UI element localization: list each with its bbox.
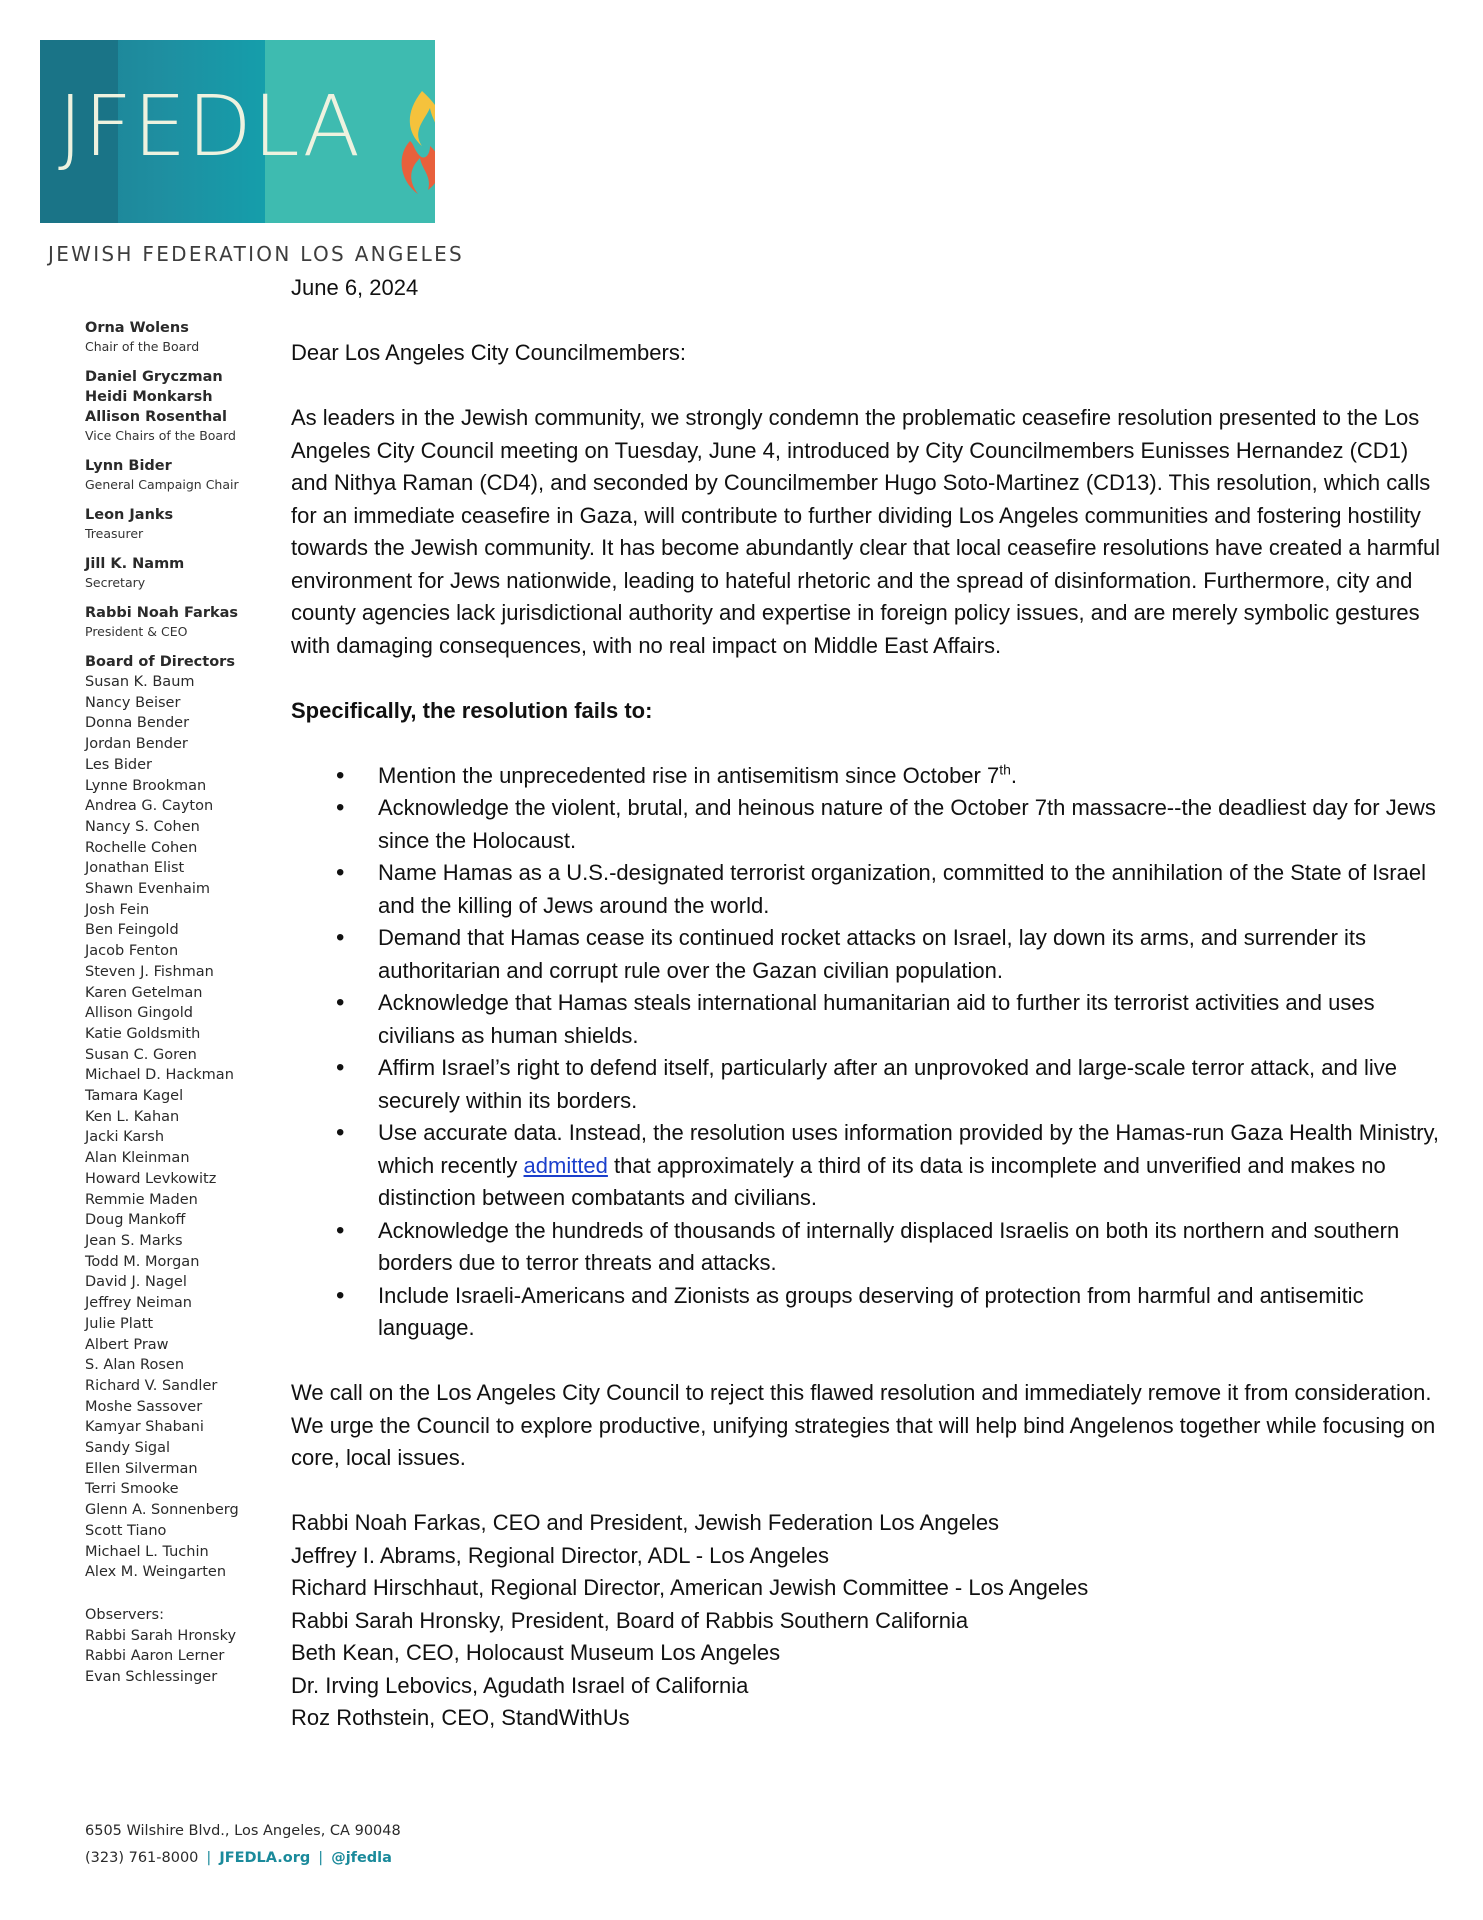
board-member: Remmie Maden [85,1191,198,1208]
board-member: Shawn Evenhaim [85,881,211,898]
officer-role: Treasurer [85,526,144,541]
list-item: • Affirm Israel’s right to defend itself, particularly after an unprovoked and large-scale terror attack, and live securely within its borders. [291,1052,1441,1117]
officer-chair [85,318,285,355]
board-member: Rochelle Cohen [85,839,198,856]
footer [85,1818,401,1872]
letter-intro: As leaders in the Jewish community, we strongly condemn the problematic ceasefire resolution presented to the Los Angeles City Council meeting on Tuesday, June 4, introduced by City Councilmembers Eunisses Hernandez (CD1) and Nithya Raman (CD4), and seconded by Councilmember Hugo Soto-Martinez (CD13). This resolution, which calls for an immediate ceasefire in Gaza, will contribute to further dividing Los Angeles communities and fostering hostility towards the Jewish community. It has become abundantly clear that local ceasefire resolutions have created a harmful environment for Jews nationwide, leading to hateful rhetoric and the spread of disinformation. Furthermore, city and county agencies lack jurisdictional authority and expertise in foreign policy issues, and are merely symbolic gestures with damaging consequences, with no real impact on Middle East Affairs. [291,405,1441,658]
board-member: Katie Goldsmith [85,1025,201,1042]
board-member: David J. Nagel [85,1274,187,1291]
footer-website[interactable]: JFEDLA.org [219,1850,311,1866]
board-member: Glenn A. Sonnenberg [85,1502,239,1519]
officer-vice-chairs [85,367,285,444]
list-item [291,760,1441,793]
board-member: Scott Tiano [85,1522,167,1539]
board-member: Steven J. Fishman [85,963,214,980]
officer-role: President & CEO [85,624,188,639]
footer-handle[interactable]: @jfedla [331,1850,392,1866]
board-member: Nancy S. Cohen [85,818,200,835]
observers-list [85,1626,285,1688]
officer-role: Vice Chairs of the Board [85,428,236,443]
list-item: • Demand that Hamas cease its continued rocket attacks on Israel, lay down its arms, and surrender its authoritarian and corrupt rule over the Gazan civilian population. [291,922,1441,987]
officer-name: Daniel Gryczman [85,369,223,385]
footer-phone: (323) 761-8000 [85,1850,199,1866]
board-title: Board of Directors [85,654,235,670]
footer-separator: | [318,1850,324,1866]
board-member: Terri Smooke [85,1481,179,1498]
footer-address: 6505 Wilshire Blvd., Los Angeles, CA 90048 [85,1823,401,1839]
list-item-text: that approximately a third of its data is incomplete and unverified and makes no distinction between combatants and civilians. [378,1152,1386,1210]
list-item-end: . [1010,762,1018,788]
board-member: Julie Platt [85,1315,154,1332]
officer-campaign-chair [85,456,285,493]
letter-heading: Specifically, the resolution fails to: [291,697,653,723]
board-list [85,672,285,1583]
board-member: Michael L. Tuchin [85,1543,209,1560]
board-member: Les Bider [85,756,152,773]
officer-name: Heidi Monkarsh [85,389,213,405]
letter-body [291,272,1441,1735]
officer-role: Chair of the Board [85,339,200,354]
signatory: Beth Kean, CEO, Holocaust Museum Los Angeles [291,1640,781,1665]
officer-name: Rabbi Noah Farkas [85,605,239,621]
footer-contact [85,1845,401,1872]
flame-icon [392,86,435,206]
board-member: Jacki Karsh [85,1129,165,1146]
officer-name: Jill K. Namm [85,556,185,572]
officer-name: Lynn Bider [85,458,172,474]
list-item: • Acknowledge the hundreds of thousands of internally displaced Israelis on both its northern and southern borders due to terror threats and attacks. [291,1215,1441,1280]
officer-treasurer [85,505,285,542]
board-member: Albert Praw [85,1336,169,1353]
signatory: Dr. Irving Lebovics, Agudath Israel of California [291,1672,749,1698]
board-member: Ellen Silverman [85,1460,198,1477]
board-member: Jonathan Elist [85,860,185,877]
board-member: Doug Mankoff [85,1212,186,1229]
list-item-text: Mention the unprecedented rise in antisemitism since October 7 [378,762,1000,788]
observer: Evan Schlessinger [85,1669,218,1686]
superscript: th [999,761,1011,778]
board-member: Alex M. Weingarten [85,1564,227,1581]
board-member: Alan Kleinman [85,1150,190,1167]
list-item [291,1117,1441,1215]
letter-closing: We call on the Los Angeles City Council to reject this flawed resolution and immediately remove it from consideration. We urge the Council to explore productive, unifying strategies that will help bind Angelenos together while focusing on core, local issues. [291,1380,1436,1470]
list-item: • Include Israeli-Americans and Zionists as groups deserving of protection from harmful and antisemitic language. [291,1280,1441,1345]
board-member: Donna Bender [85,715,190,732]
board-member: Richard V. Sandler [85,1377,218,1394]
board-member: Jordan Bender [85,736,188,753]
organization-name: JEWISH FEDERATION LOS ANGELES [48,242,465,266]
board-member: Susan K. Baum [85,674,195,690]
board-member: Lynne Brookman [85,777,207,794]
board-member: Karen Getelman [85,984,203,1001]
officer-role: General Campaign Chair [85,477,239,492]
board-member: Andrea G. Cayton [85,798,214,815]
signatories [291,1507,1441,1735]
board-member: S. Alan Rosen [85,1357,185,1374]
board-member: Kamyar Shabani [85,1419,204,1436]
board-member: Jeffrey Neiman [85,1295,192,1312]
board-member: Moshe Sassover [85,1398,203,1415]
admitted-link[interactable]: admitted [523,1152,608,1178]
board-member: Jacob Fenton [85,943,179,960]
board-member: Ken L. Kahan [85,1108,180,1125]
officer-name: Allison Rosenthal [85,409,228,425]
officer-name: Orna Wolens [85,320,189,336]
board-member: Tamara Kagel [85,1088,184,1105]
officer-role: Secretary [85,575,146,590]
board-member: Michael D. Hackman [85,1067,234,1084]
leadership-sidebar [85,318,285,1688]
officer-president [85,603,285,640]
signatory: Jeffrey I. Abrams, Regional Director, ADL - Los Angeles [291,1542,830,1568]
board-member: Ben Feingold [85,922,179,939]
board-member: Allison Gingold [85,1005,193,1022]
board-member: Josh Fein [85,901,150,918]
observer: Rabbi Sarah Hronsky [85,1627,237,1644]
footer-separator: | [206,1850,212,1866]
board-member: Nancy Beiser [85,694,181,711]
list-item: • Acknowledge the violent, brutal, and heinous nature of the October 7th massacre--the deadliest day for Jews since the Holocaust. [291,792,1441,857]
observers-title: Observers: [85,1606,164,1623]
letter-date: June 6, 2024 [291,275,419,300]
letter-salutation: Dear Los Angeles City Councilmembers: [291,340,686,365]
officer-name: Leon Janks [85,507,174,523]
list-item: • Name Hamas as a U.S.-designated terrorist organization, committed to the annihilation of the State of Israel and the killing of Jews around the world. [291,857,1441,922]
failures-list [291,760,1441,1345]
board-member: Susan C. Goren [85,1046,197,1063]
officer-secretary [85,554,285,591]
observer: Rabbi Aaron Lerner [85,1648,225,1665]
jfedla-logo [40,40,435,223]
signatory: Rabbi Sarah Hronsky, President, Board of Rabbis Southern California [291,1607,969,1633]
board-member: Jean S. Marks [85,1232,183,1249]
logo-text: JFEDLA [58,77,362,175]
signatory: Richard Hirschhaut, Regional Director, American Jewish Committee - Los Angeles [291,1575,1089,1600]
list-item: • Acknowledge that Hamas steals international humanitarian aid to further its terrorist activities and uses civilians as human shields. [291,987,1441,1052]
board-member: Howard Levkowitz [85,1170,217,1187]
signatory: Roz Rothstein, CEO, StandWithUs [291,1705,630,1730]
signatory: Rabbi Noah Farkas, CEO and President, Jewish Federation Los Angeles [291,1510,1000,1535]
board-member: Sandy Sigal [85,1440,171,1457]
board-member: Todd M. Morgan [85,1253,200,1270]
list-item-text: Use accurate data. Instead, the resolution uses information provided by the Hamas-run Gaza Health Ministry, which recently [378,1120,1440,1178]
